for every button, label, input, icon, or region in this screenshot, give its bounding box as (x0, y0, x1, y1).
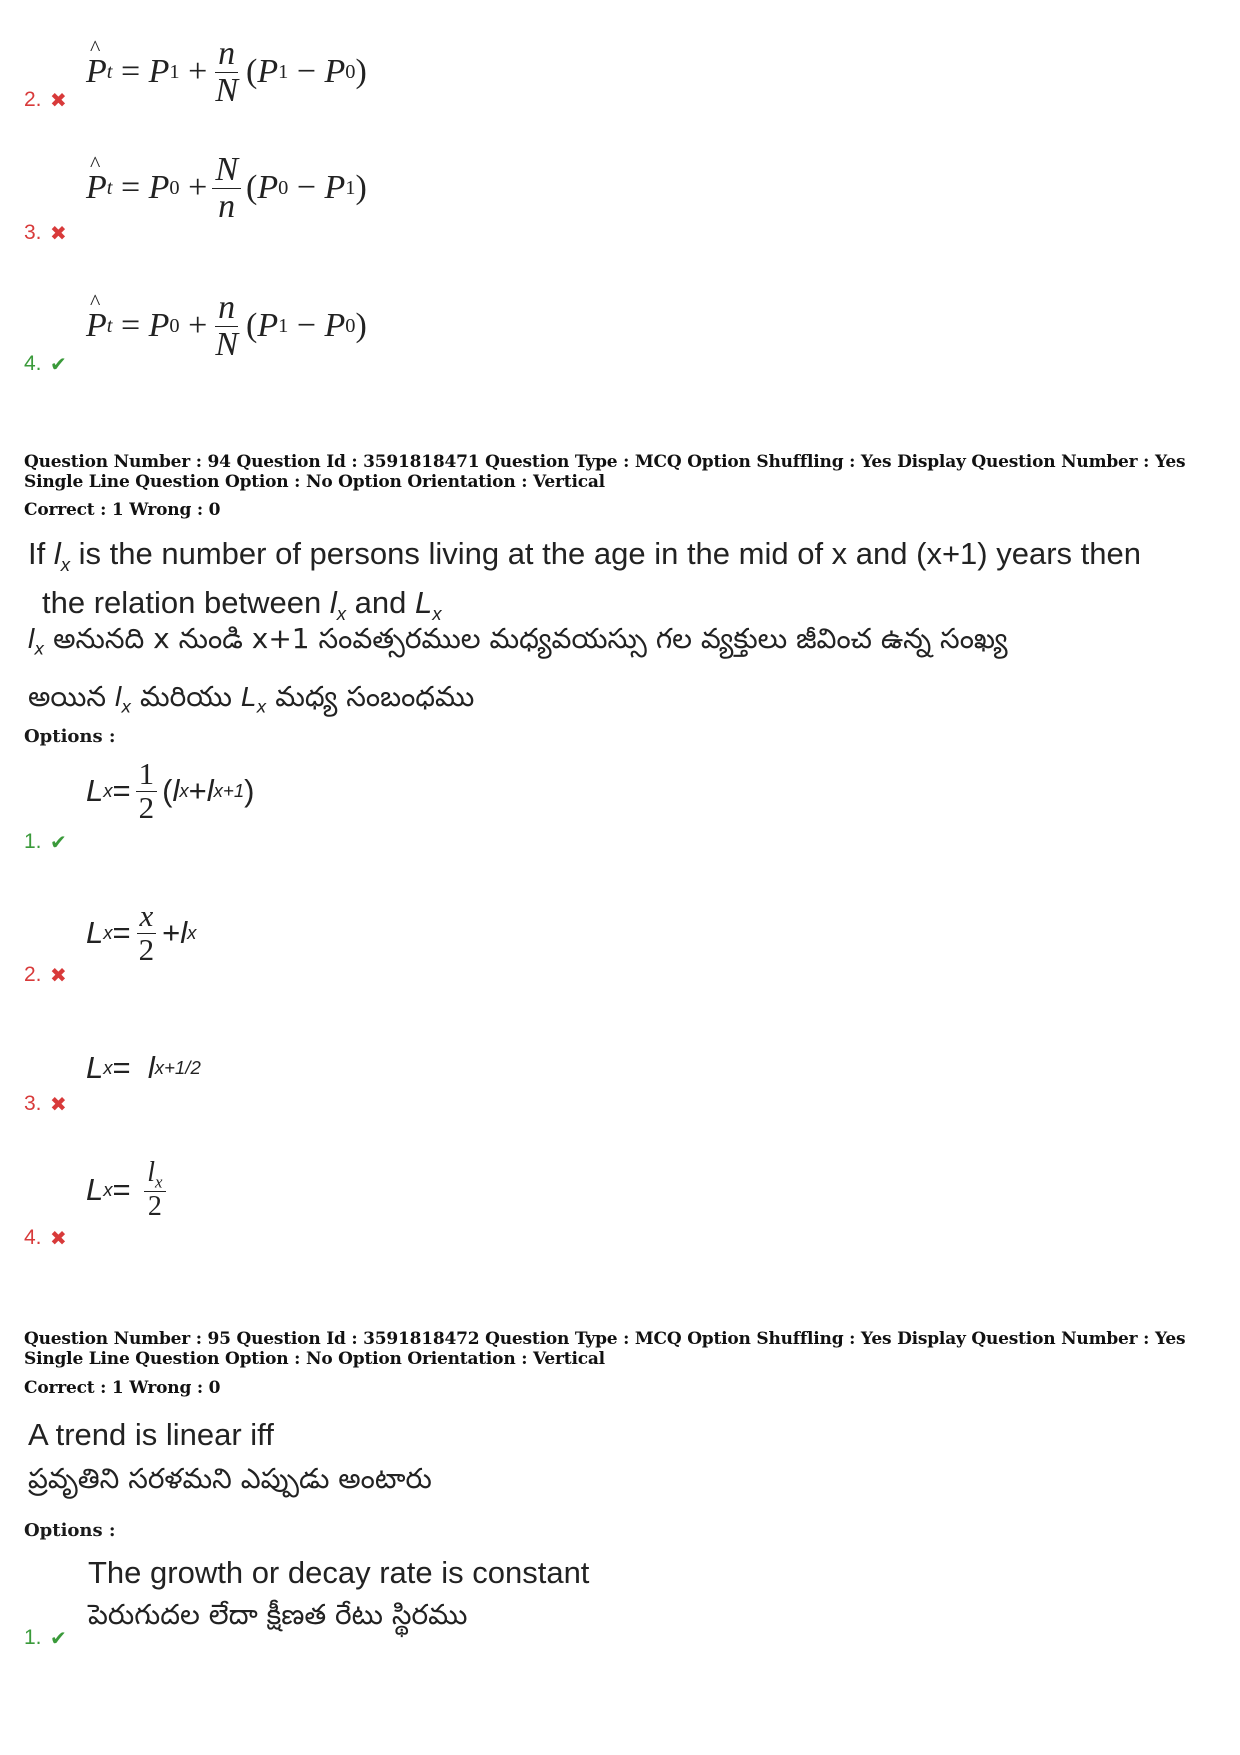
q94-option-4[interactable] (24, 1226, 67, 1250)
question-94-score: Correct : 1 Wrong : 0 (24, 500, 221, 520)
option-number: 3. (24, 1092, 42, 1115)
prev-option-4[interactable] (24, 352, 67, 376)
option-number: 4. (24, 1226, 42, 1249)
wrong-icon: ✖ (50, 1226, 67, 1250)
option-text-te: పెరుగుదల లేదా క్షీణత రేటు స్థిరము (88, 1598, 468, 1631)
formula-q94-option-3: L x = l x+1/2 (86, 1050, 201, 1085)
formula-q94-option-2: L x = $\frac{x}{2}$ + l x (86, 898, 197, 967)
question-95-score: Correct : 1 Wrong : 0 (24, 1378, 221, 1398)
check-icon: ✔ (50, 352, 67, 376)
option-number: 1. (24, 1626, 42, 1649)
formula-q94-option-1: L x = $\frac{1}{2}$ ( l x + l x+1 ) (86, 756, 255, 825)
question-95-text-te: ప్రవృతిని సరళమని ఎప్పుడు అంటారు (28, 1462, 432, 1495)
option-text-en: The growth or decay rate is constant (88, 1555, 590, 1590)
q94-option-3[interactable] (24, 1092, 67, 1116)
question-95-text-en: A trend is linear iff (28, 1417, 274, 1452)
formula-prev-option-2: ^ P t = P 1 + $\frac{n}{N}$ ( P 1 − P 0 ) (86, 36, 367, 108)
option-number: 1. (24, 830, 42, 853)
question-meta-line-1: Question Number : 95 Question Id : 3591818472 Question Type : MCQ Option Shuffling : Yes Display Question Number : Yes (24, 1329, 1186, 1349)
formula-q94-option-4: L x = $\frac{l_x}{2}$ (86, 1158, 171, 1222)
q94-option-1[interactable] (24, 830, 67, 854)
question-meta-line-1: Question Number : 94 Question Id : 3591818471 Question Type : MCQ Option Shuffling : Yes Display Question Number : Yes (24, 452, 1186, 472)
check-icon: ✔ (50, 830, 67, 854)
q95-option-1-text (88, 1554, 589, 1634)
option-number: 2. (24, 88, 42, 111)
question-94-text-en: If $l_x$ is the number of persons living at the age in the mid of x and (x+1) years then the relation between $l_x$ and $L_x$ (28, 536, 1141, 625)
wrong-icon: ✖ (50, 1092, 67, 1116)
q95-option-1[interactable] (24, 1626, 67, 1650)
wrong-icon: ✖ (50, 221, 67, 245)
option-number: 4. (24, 352, 42, 375)
question-meta-line-2: Single Line Question Option : No Option Orientation : Vertical (24, 1349, 605, 1369)
question-94-meta (24, 452, 1185, 492)
question-94-text-te: $l_x$ అనునది x నుండి x+1 సంవత్సరముల మధ్యవయస్సు గల వ్యక్తులు జీవించ ఉన్న సంఖ్య అయిన $l_x$ మరియు $L_x$ మధ్య సంబంధము (28, 622, 1008, 717)
wrong-icon: ✖ (50, 963, 67, 987)
prev-option-2[interactable] (24, 88, 67, 112)
prev-option-3[interactable] (24, 221, 67, 245)
options-label: Options : (24, 726, 116, 747)
question-meta-line-2: Single Line Question Option : No Option Orientation : Vertical (24, 472, 605, 492)
question-95-meta (24, 1329, 1185, 1369)
formula-prev-option-4: ^ P t = P 0 + $\frac{n}{N}$ ( P 1 − P 0 ) (86, 290, 367, 362)
q94-option-2[interactable] (24, 963, 67, 987)
option-number: 2. (24, 963, 42, 986)
options-label: Options : (24, 1520, 116, 1541)
check-icon: ✔ (50, 1626, 67, 1650)
formula-prev-option-3: ^ P t = P 0 + $\frac{N}{n}$ ( P 0 − P 1 ) (86, 152, 367, 224)
option-number: 3. (24, 221, 42, 244)
wrong-icon: ✖ (50, 88, 67, 112)
